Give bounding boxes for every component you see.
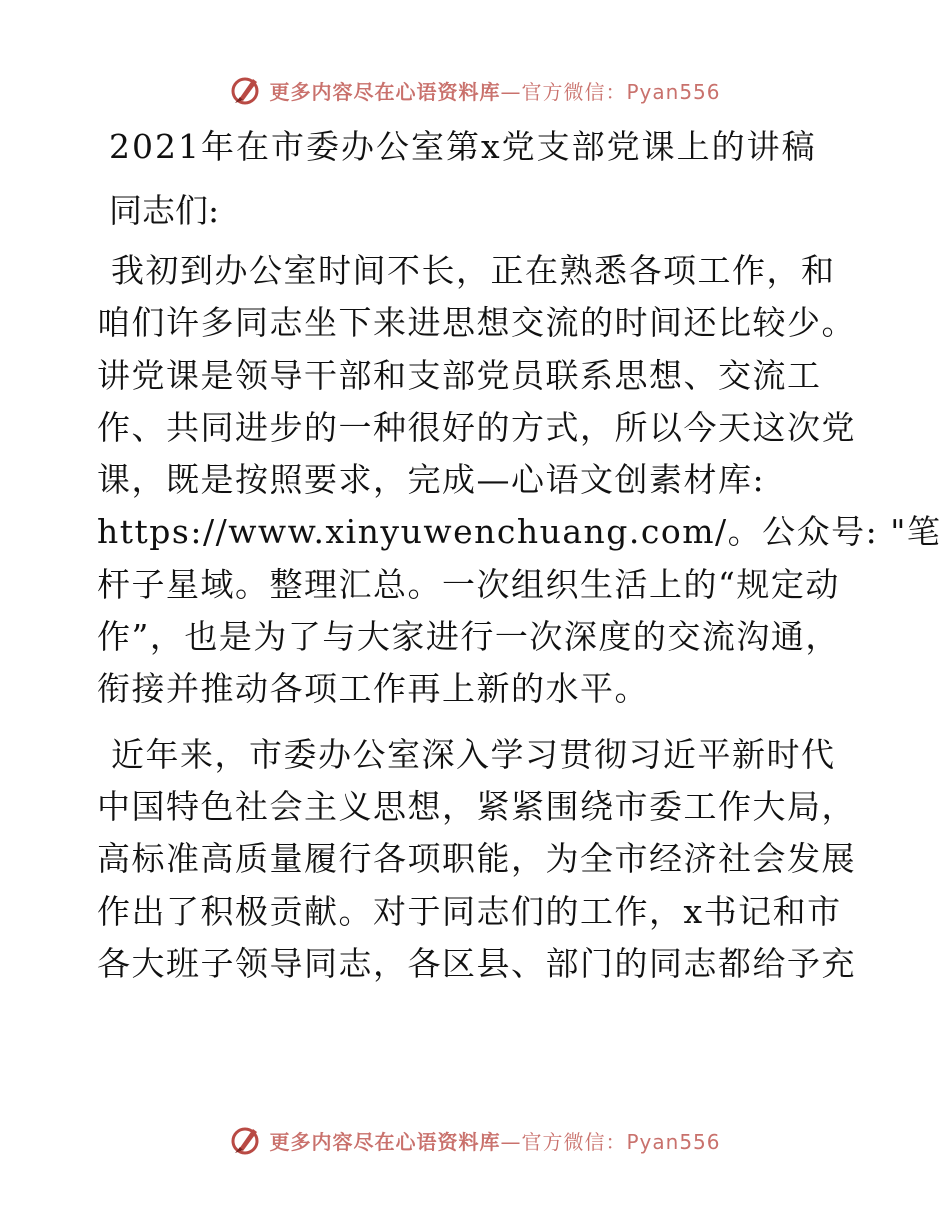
watermark-content bbox=[229, 1123, 720, 1157]
paragraph-1 bbox=[97, 245, 942, 716]
watermark-text bbox=[269, 76, 720, 105]
paragraph-line: 近年来，市委办公室深入学习贯彻习近平新时代 bbox=[111, 734, 836, 774]
pen-nib-logo-icon bbox=[229, 73, 263, 107]
paragraph-2 bbox=[97, 729, 857, 990]
pen-nib-logo-icon bbox=[229, 1123, 263, 1157]
document-title: 2021年在市委办公室第x党支部党课上的讲稿 bbox=[109, 127, 817, 166]
watermark-wechat-id: Pyan556 bbox=[626, 1129, 721, 1154]
watermark-brand: 更多内容尽在心语资料库 bbox=[269, 79, 501, 104]
paragraph-line: 杆子星域。整理汇总。一次组织生活上的“规定动 bbox=[97, 564, 840, 604]
paragraph-line: 各大班子领导同志，各区县、部门的同志都给予充 bbox=[97, 943, 856, 983]
paragraph-line: 讲党课是领导干部和支部党员联系思想、交流工 bbox=[97, 355, 822, 395]
paragraph-line: 作出了积极贡献。对于同志们的工作，x书记和市 bbox=[97, 891, 842, 931]
paragraph-line: 课，既是按照要求，完成—心语文创素材库: bbox=[97, 460, 766, 500]
salutation: 同志们: bbox=[109, 191, 220, 230]
paragraph-line: 高标准高质量履行各项职能，为全市经济社会发展 bbox=[97, 839, 856, 879]
paragraph-line: 作”，也是为了与大家进行一次深度的交流沟通， bbox=[97, 617, 840, 657]
watermark-content bbox=[229, 73, 720, 107]
watermark-official: 官方微信： bbox=[521, 79, 627, 104]
watermark-brand: 更多内容尽在心语资料库 bbox=[269, 1129, 501, 1154]
paragraph-line: 我初到办公室时间不长，正在熟悉各项工作，和 bbox=[111, 251, 836, 290]
paragraph-line: 作、共同进步的一种很好的方式，所以今天这次党 bbox=[97, 407, 856, 447]
paragraph-line: 衔接并推动各项工作再上新的水平。 bbox=[97, 669, 649, 709]
watermark-official: 官方微信： bbox=[521, 1129, 627, 1154]
paragraph-line: 咱们许多同志坐下来进思想交流的时间还比较少。 bbox=[97, 303, 856, 343]
watermark-text bbox=[269, 1126, 720, 1155]
watermark-separator: — bbox=[500, 79, 522, 104]
watermark-wechat-id: Pyan556 bbox=[626, 79, 721, 104]
document-body bbox=[97, 122, 942, 1003]
watermark-separator: — bbox=[500, 1129, 522, 1154]
paragraph-line: 中国特色社会主义思想，紧紧围绕市委工作大局， bbox=[97, 786, 856, 826]
watermark-banner-top bbox=[0, 70, 950, 110]
paragraph-line: https://www.xinyuwenchuang.com/。公众号: "笔 bbox=[97, 512, 942, 552]
watermark-banner-bottom bbox=[0, 1120, 950, 1160]
